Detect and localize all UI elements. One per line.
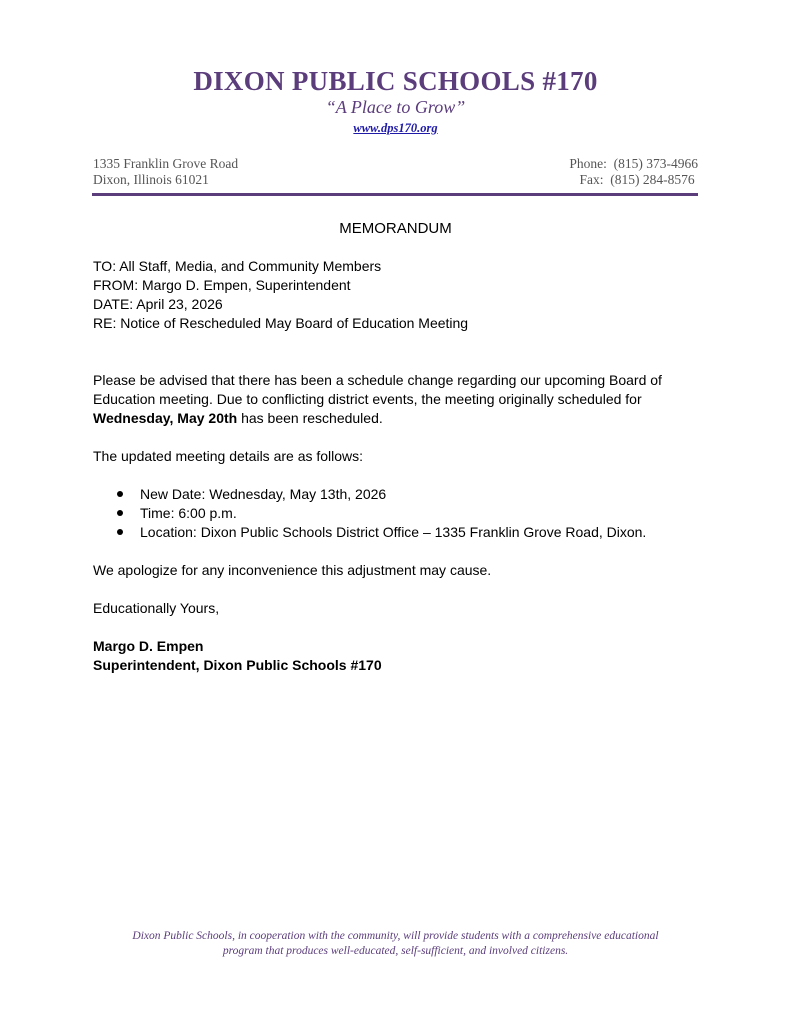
footer-line-1: Dixon Public Schools, in cooperation with the community, will provide students with a comprehensive educational — [132, 930, 659, 942]
footer-line-2: program that produces well-educated, self-sufficient, and involved citizens. — [222, 945, 569, 957]
list-item — [140, 504, 703, 523]
memo-subject: RE: Notice of Rescheduled May Board of Education Meeting — [93, 315, 469, 331]
website-link[interactable]: www.dps170.org — [353, 121, 438, 135]
bullet-icon — [117, 510, 123, 516]
phone-number: Phone: (815) 373-4966 — [569, 156, 698, 171]
letterhead-divider — [92, 193, 698, 196]
memo-content — [93, 257, 703, 675]
fax-number: Fax: (815) 284-8576 — [579, 172, 698, 187]
website-container — [0, 121, 791, 136]
detail-time: Time: 6:00 p.m. — [140, 505, 237, 521]
detail-location: Location: Dixon Public Schools District Office – 1335 Franklin Grove Road, Dixon. — [140, 524, 647, 540]
organization-name: DIXON PUBLIC SCHOOLS #170 — [193, 66, 598, 96]
para1-text-start: Please be advised that there has been a schedule change regarding our upcoming Board of Education meeting. Due to conflicting district events, the meeting originally scheduled for — [93, 372, 662, 407]
signer-name: Margo D. Empen — [93, 638, 204, 654]
memo-to: TO: All Staff, Media, and Community Members — [93, 258, 382, 274]
body-paragraph-2: The updated meeting details are as follows: — [93, 448, 364, 464]
body-paragraph-3: We apologize for any inconvenience this adjustment may cause. — [93, 562, 492, 578]
meeting-details-list — [93, 485, 703, 542]
para1-text-end: has been rescheduled. — [237, 410, 383, 426]
list-item — [140, 523, 703, 542]
original-meeting-date: Wednesday, May 20th — [93, 410, 238, 426]
memo-header-block — [93, 257, 703, 333]
detail-new-date: New Date: Wednesday, May 13th, 2026 — [140, 486, 387, 502]
memo-date: DATE: April 23, 2026 — [93, 296, 223, 312]
memo-heading: MEMORANDUM — [339, 220, 452, 237]
mission-statement-footer — [0, 929, 791, 959]
motto: “A Place to Grow” — [325, 97, 466, 117]
list-item — [140, 485, 703, 504]
address-line-2: Dixon, Illinois 61021 — [93, 172, 209, 187]
bullet-icon — [117, 529, 123, 535]
address-line-1: 1335 Franklin Grove Road — [93, 156, 239, 171]
memo-from: FROM: Margo D. Empen, Superintendent — [93, 277, 351, 293]
signer-title: Superintendent, Dixon Public Schools #170 — [93, 657, 382, 673]
body-paragraph-1 — [93, 371, 703, 428]
closing: Educationally Yours, — [93, 600, 220, 616]
bullet-icon — [117, 491, 123, 497]
